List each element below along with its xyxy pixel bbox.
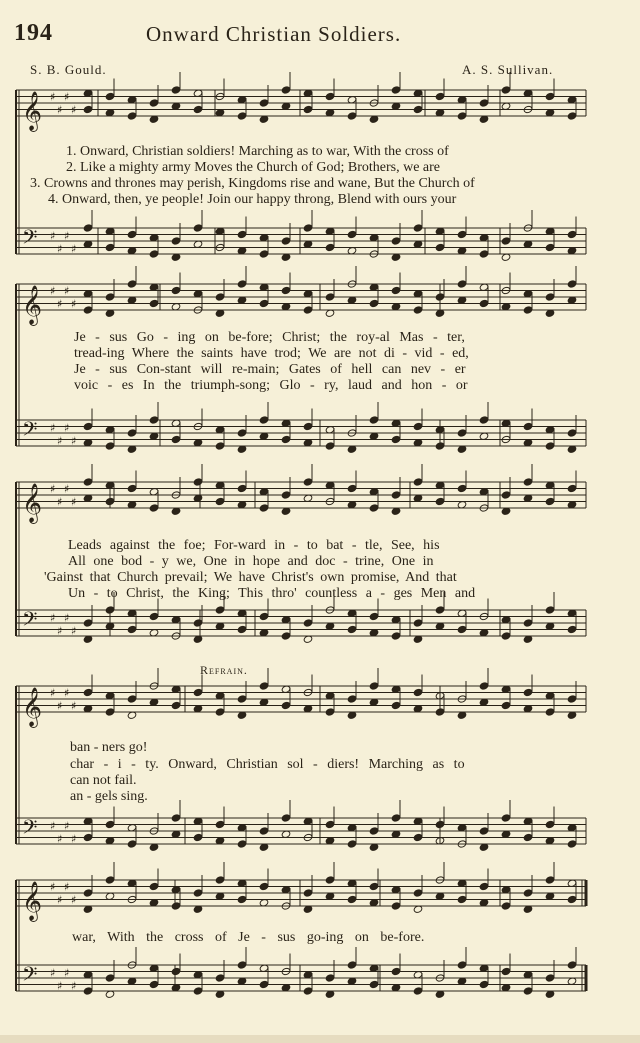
note-head bbox=[523, 987, 533, 995]
note-head bbox=[237, 484, 247, 492]
note-head bbox=[259, 980, 269, 988]
note-head bbox=[545, 442, 555, 450]
note-head bbox=[171, 286, 181, 294]
note-head bbox=[237, 429, 247, 437]
sharp-icon: ♯ bbox=[50, 686, 56, 700]
note-head bbox=[391, 902, 401, 910]
note-head bbox=[501, 814, 511, 822]
note-head bbox=[501, 967, 511, 975]
note-head bbox=[479, 980, 489, 988]
note-head bbox=[215, 974, 225, 982]
note-head bbox=[523, 422, 533, 430]
sharp-icon: ♯ bbox=[57, 434, 63, 448]
note-head bbox=[567, 895, 577, 903]
note-head bbox=[237, 112, 247, 120]
note-head bbox=[237, 695, 247, 703]
note-head bbox=[501, 902, 511, 910]
sharp-icon: ♯ bbox=[57, 242, 63, 256]
note-head bbox=[391, 491, 401, 499]
note-head bbox=[545, 92, 555, 100]
note-head bbox=[171, 435, 181, 443]
note-head bbox=[501, 86, 511, 94]
note-head bbox=[237, 280, 247, 288]
note-head bbox=[149, 504, 159, 512]
sharp-icon: ♯ bbox=[64, 686, 70, 700]
lyric-system4-verse4: an - gels sing. bbox=[70, 789, 148, 804]
note-head bbox=[501, 237, 511, 245]
note-head bbox=[127, 280, 137, 288]
note-head bbox=[545, 606, 555, 614]
note-head bbox=[325, 243, 335, 251]
note-head bbox=[105, 820, 115, 828]
note-head bbox=[83, 619, 93, 627]
note-head bbox=[127, 695, 137, 703]
note-head bbox=[413, 478, 423, 486]
sharp-icon: ♯ bbox=[50, 966, 56, 980]
sharp-icon: ♯ bbox=[71, 297, 77, 311]
note-head bbox=[171, 814, 181, 822]
note-head bbox=[171, 237, 181, 245]
note-head bbox=[567, 112, 577, 120]
note-head bbox=[567, 484, 577, 492]
note-head bbox=[149, 416, 159, 424]
note-head bbox=[193, 478, 203, 486]
note-head bbox=[457, 625, 467, 633]
note-head bbox=[523, 478, 533, 486]
note-head bbox=[193, 987, 203, 995]
note-head bbox=[193, 833, 203, 841]
note-head bbox=[479, 882, 489, 890]
note-head bbox=[545, 497, 555, 505]
note-head bbox=[413, 306, 423, 314]
note-head bbox=[303, 987, 313, 995]
sharp-icon: ♯ bbox=[57, 832, 63, 846]
note-head bbox=[281, 435, 291, 443]
note-head bbox=[347, 895, 357, 903]
note-head bbox=[391, 814, 401, 822]
treble-clef-icon: 𝄞 bbox=[22, 285, 43, 325]
note-head bbox=[567, 625, 577, 633]
note-head bbox=[237, 230, 247, 238]
note-head bbox=[545, 243, 555, 251]
sharp-icon: ♯ bbox=[50, 880, 56, 894]
note-head bbox=[303, 478, 313, 486]
note-head bbox=[259, 416, 269, 424]
note-head bbox=[567, 961, 577, 969]
note-head bbox=[127, 112, 137, 120]
note-head bbox=[303, 889, 313, 897]
note-head bbox=[171, 902, 181, 910]
sharp-icon: ♯ bbox=[71, 103, 77, 117]
note-head bbox=[83, 478, 93, 486]
note-head bbox=[545, 876, 555, 884]
note-head bbox=[435, 497, 445, 505]
note-head bbox=[193, 105, 203, 113]
note-head bbox=[391, 86, 401, 94]
note-head bbox=[105, 606, 115, 614]
note-head bbox=[457, 961, 467, 969]
note-head bbox=[567, 695, 577, 703]
note-head bbox=[413, 987, 423, 995]
sharp-icon: ♯ bbox=[64, 819, 70, 833]
note-head bbox=[479, 416, 489, 424]
note-head bbox=[149, 612, 159, 620]
note-head bbox=[567, 280, 577, 288]
note-head bbox=[215, 442, 225, 450]
note-head bbox=[149, 882, 159, 890]
note-head bbox=[457, 429, 467, 437]
note-head bbox=[347, 112, 357, 120]
sharp-icon: ♯ bbox=[50, 90, 56, 104]
note-head bbox=[281, 237, 291, 245]
sharp-icon: ♯ bbox=[57, 103, 63, 117]
note-head bbox=[369, 682, 379, 690]
note-head bbox=[83, 889, 93, 897]
note-head bbox=[391, 286, 401, 294]
lyric-system2-verse4: voic - es In the triumph-song; Glo - ry, laud and hon - or bbox=[74, 378, 468, 393]
lyric-system5-verse1: war, With the cross of Je - sus go-ing on be-fore. bbox=[72, 930, 425, 945]
bass-clef-icon: 𝄢 bbox=[22, 417, 38, 446]
lyric-system1-verse3: 3. Crowns and thrones may perish, Kingdoms rise and wane, But the Church of bbox=[30, 176, 475, 191]
note-head bbox=[303, 105, 313, 113]
sharp-icon: ♯ bbox=[57, 624, 63, 638]
bass-clef-icon: 𝄢 bbox=[22, 607, 38, 636]
note-head bbox=[567, 429, 577, 437]
note-head bbox=[237, 895, 247, 903]
note-head bbox=[501, 632, 511, 640]
sharp-icon: ♯ bbox=[71, 699, 77, 713]
note-head bbox=[479, 299, 489, 307]
note-head bbox=[369, 827, 379, 835]
note-head bbox=[413, 833, 423, 841]
note-head bbox=[259, 612, 269, 620]
sharp-icon: ♯ bbox=[50, 611, 56, 625]
note-head bbox=[347, 625, 357, 633]
sharp-icon: ♯ bbox=[64, 880, 70, 894]
treble-clef-icon: 𝄞 bbox=[22, 483, 43, 523]
note-head bbox=[413, 688, 423, 696]
note-head bbox=[347, 695, 357, 703]
note-head bbox=[545, 820, 555, 828]
note-head bbox=[105, 876, 115, 884]
note-head bbox=[215, 876, 225, 884]
note-head bbox=[281, 701, 291, 709]
note-head bbox=[149, 980, 159, 988]
note-head bbox=[149, 250, 159, 258]
sharp-icon: ♯ bbox=[64, 482, 70, 496]
note-head bbox=[523, 688, 533, 696]
note-head bbox=[479, 827, 489, 835]
note-head bbox=[523, 619, 533, 627]
note-head bbox=[369, 299, 379, 307]
note-head bbox=[193, 619, 203, 627]
note-head bbox=[567, 840, 577, 848]
note-head bbox=[303, 306, 313, 314]
note-head bbox=[325, 974, 335, 982]
note-head bbox=[391, 967, 401, 975]
lyric-system4-verse3: can not fail. bbox=[70, 773, 137, 788]
sharp-icon: ♯ bbox=[50, 229, 56, 243]
lyric-system2-verse2: tread-ing Where the saints have trod; We are not di - vid - ed, bbox=[74, 346, 469, 361]
note-head bbox=[215, 606, 225, 614]
note-head bbox=[347, 230, 357, 238]
note-head bbox=[325, 442, 335, 450]
note-head bbox=[457, 230, 467, 238]
hymn-number: 194 bbox=[14, 20, 53, 46]
lyric-system4-verse2: char - i - ty. Onward, Christian sol - diers! Marching as to bbox=[70, 757, 465, 772]
note-head bbox=[127, 840, 137, 848]
note-head bbox=[171, 86, 181, 94]
note-head bbox=[259, 827, 269, 835]
note-head bbox=[325, 708, 335, 716]
bass-clef-icon: 𝄢 bbox=[22, 962, 38, 991]
note-head bbox=[325, 876, 335, 884]
note-head bbox=[369, 980, 379, 988]
note-head bbox=[545, 974, 555, 982]
lyric-system2-verse3: Je - sus Con-stant will re-main; Gates of hell can nev - er bbox=[74, 362, 466, 377]
note-head bbox=[501, 491, 511, 499]
note-head bbox=[325, 293, 335, 301]
note-head bbox=[171, 967, 181, 975]
treble-clef-icon: 𝄞 bbox=[22, 881, 43, 921]
sharp-icon: ♯ bbox=[64, 421, 70, 435]
note-head bbox=[259, 882, 269, 890]
bass-clef-icon: 𝄢 bbox=[22, 815, 38, 844]
note-head bbox=[303, 422, 313, 430]
note-head bbox=[281, 632, 291, 640]
note-head bbox=[523, 833, 533, 841]
note-head bbox=[83, 105, 93, 113]
note-head bbox=[413, 889, 423, 897]
note-head bbox=[479, 99, 489, 107]
note-head bbox=[325, 820, 335, 828]
note-head bbox=[523, 306, 533, 314]
note-head bbox=[127, 429, 137, 437]
note-head bbox=[215, 708, 225, 716]
note-head bbox=[303, 619, 313, 627]
author-credit: S. B. Gould. bbox=[30, 62, 107, 77]
note-head bbox=[259, 99, 269, 107]
note-head bbox=[193, 889, 203, 897]
note-head bbox=[105, 974, 115, 982]
note-head bbox=[105, 497, 115, 505]
page-bottom-edge bbox=[0, 1035, 640, 1043]
sharp-icon: ♯ bbox=[57, 495, 63, 509]
note-head bbox=[435, 708, 445, 716]
note-head bbox=[105, 293, 115, 301]
note-head bbox=[259, 682, 269, 690]
sharp-icon: ♯ bbox=[57, 297, 63, 311]
note-head bbox=[369, 882, 379, 890]
sharp-icon: ♯ bbox=[50, 819, 56, 833]
sharp-icon: ♯ bbox=[71, 242, 77, 256]
note-head bbox=[479, 682, 489, 690]
note-head bbox=[215, 497, 225, 505]
note-head bbox=[83, 987, 93, 995]
note-head bbox=[237, 840, 247, 848]
note-head bbox=[83, 833, 93, 841]
note-head bbox=[457, 280, 467, 288]
note-head bbox=[523, 889, 533, 897]
note-head bbox=[105, 92, 115, 100]
note-head bbox=[347, 484, 357, 492]
note-head bbox=[281, 814, 291, 822]
sharp-icon: ♯ bbox=[57, 699, 63, 713]
note-head bbox=[281, 491, 291, 499]
note-head bbox=[391, 435, 401, 443]
lyric-system1-verse2: 2. Like a mighty army Moves the Church of God; Brothers, we are bbox=[66, 160, 441, 175]
note-head bbox=[193, 224, 203, 232]
note-head bbox=[237, 625, 247, 633]
note-head bbox=[391, 701, 401, 709]
sharp-icon: ♯ bbox=[57, 893, 63, 907]
note-head bbox=[457, 112, 467, 120]
note-head bbox=[105, 708, 115, 716]
note-head bbox=[215, 820, 225, 828]
note-head bbox=[171, 701, 181, 709]
lyric-system3-verse2: All one bod - y we, One in hope and doc - trine, One in bbox=[68, 554, 434, 569]
note-head bbox=[369, 416, 379, 424]
note-head bbox=[105, 442, 115, 450]
note-head bbox=[435, 606, 445, 614]
note-head bbox=[435, 293, 445, 301]
note-head bbox=[281, 286, 291, 294]
note-head bbox=[435, 442, 445, 450]
sharp-icon: ♯ bbox=[71, 893, 77, 907]
note-head bbox=[501, 701, 511, 709]
note-head bbox=[149, 99, 159, 107]
sharp-icon: ♯ bbox=[71, 495, 77, 509]
note-head bbox=[281, 86, 291, 94]
lyric-system3-verse3: 'Gainst that Church prevail; We have Christ's own promise, And that bbox=[44, 570, 457, 585]
sharp-icon: ♯ bbox=[71, 624, 77, 638]
lyric-system2-verse1: Je - sus Go - ing on be-fore; Christ; the roy-al Mas - ter, bbox=[74, 330, 465, 345]
note-head bbox=[127, 230, 137, 238]
note-head bbox=[127, 484, 137, 492]
note-head bbox=[457, 484, 467, 492]
note-head bbox=[545, 708, 555, 716]
lyric-system4-verse1: ban - ners go! bbox=[70, 740, 148, 755]
note-head bbox=[391, 237, 401, 245]
note-head bbox=[369, 612, 379, 620]
note-head bbox=[435, 92, 445, 100]
sharp-icon: ♯ bbox=[64, 611, 70, 625]
hymn-title: Onward Christian Soldiers. bbox=[146, 22, 402, 46]
note-head bbox=[149, 299, 159, 307]
note-head bbox=[413, 224, 423, 232]
sharp-icon: ♯ bbox=[57, 979, 63, 993]
note-head bbox=[215, 293, 225, 301]
sharp-icon: ♯ bbox=[50, 482, 56, 496]
sharp-icon: ♯ bbox=[50, 284, 56, 298]
note-head bbox=[325, 92, 335, 100]
note-head bbox=[83, 306, 93, 314]
note-head bbox=[303, 224, 313, 232]
sharp-icon: ♯ bbox=[71, 832, 77, 846]
note-head bbox=[83, 422, 93, 430]
note-head bbox=[413, 105, 423, 113]
note-head bbox=[237, 961, 247, 969]
sharp-icon: ♯ bbox=[64, 966, 70, 980]
note-head bbox=[435, 820, 445, 828]
composer-credit: A. S. Sullivan. bbox=[462, 62, 554, 77]
note-head bbox=[105, 243, 115, 251]
sharp-icon: ♯ bbox=[64, 284, 70, 298]
note-head bbox=[479, 250, 489, 258]
lyric-system3-verse4: Un - to Christ, the King; This thro' countless a - ges Men and bbox=[68, 586, 476, 601]
bass-clef-icon: 𝄢 bbox=[22, 225, 38, 254]
note-head bbox=[193, 688, 203, 696]
note-head bbox=[391, 632, 401, 640]
treble-clef-icon: 𝄞 bbox=[22, 91, 43, 131]
sharp-icon: ♯ bbox=[71, 434, 77, 448]
note-head bbox=[83, 688, 93, 696]
note-head bbox=[435, 243, 445, 251]
note-head bbox=[259, 504, 269, 512]
note-head bbox=[347, 961, 357, 969]
refrain-label: Refrain. bbox=[200, 663, 248, 677]
note-head bbox=[259, 250, 269, 258]
note-head bbox=[457, 895, 467, 903]
sharp-icon: ♯ bbox=[71, 979, 77, 993]
note-head bbox=[545, 293, 555, 301]
note-head bbox=[259, 299, 269, 307]
note-head bbox=[567, 230, 577, 238]
sharp-icon: ♯ bbox=[64, 229, 70, 243]
sharp-icon: ♯ bbox=[64, 90, 70, 104]
lyric-system1-verse1: 1. Onward, Christian soldiers! Marching as to war, With the cross of bbox=[66, 144, 449, 159]
note-head bbox=[413, 619, 423, 627]
note-head bbox=[127, 625, 137, 633]
note-head bbox=[83, 224, 93, 232]
note-head bbox=[413, 422, 423, 430]
sharp-icon: ♯ bbox=[50, 421, 56, 435]
note-head bbox=[347, 840, 357, 848]
lyric-system3-verse1: Leads against the foe; For-ward in - to bat - tle, See, his bbox=[68, 538, 440, 553]
treble-clef-icon: 𝄞 bbox=[22, 687, 43, 727]
note-head bbox=[369, 504, 379, 512]
lyric-system1-verse4: 4. Onward, then, ye people! Join our happy throng, Blend with ours your bbox=[48, 192, 457, 207]
